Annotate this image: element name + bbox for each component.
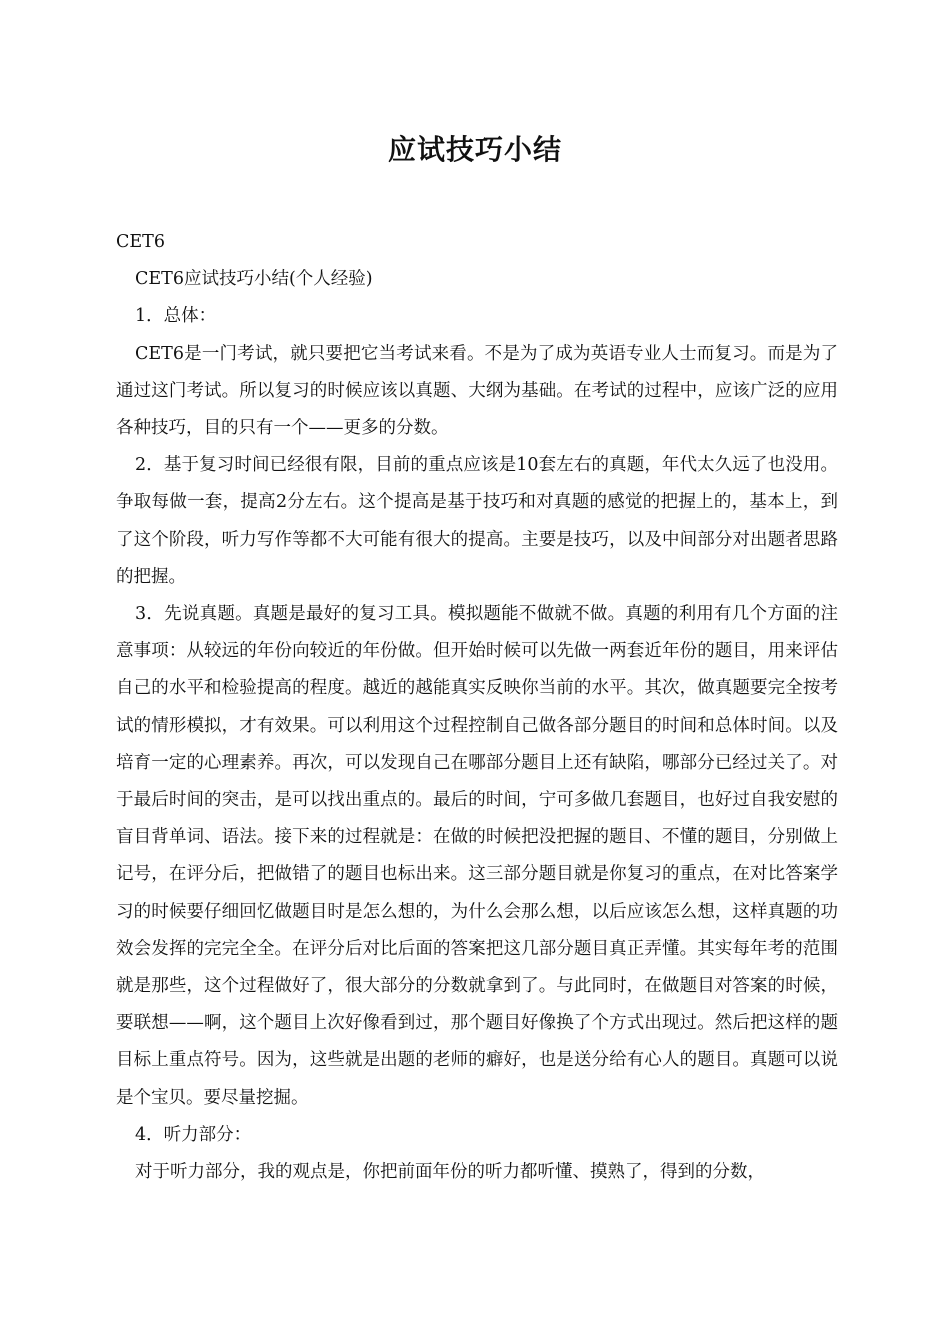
paragraph-section-1-heading: 1．总体： — [135, 306, 217, 327]
paragraph-section-4-body: 对于听力部分，我的观点是，你把前面年份的听力都听懂、摸熟了，得到的分数， — [135, 1162, 765, 1183]
paragraph-section-4-heading: 4．听力部分： — [135, 1124, 252, 1145]
paragraph-section-3: 3．先说真题。真题是最好的复习工具。模拟题能不做就不做。真题的利用有几个方面的注意事项：从较远的年份向较近的年份做。但开始时候可以先做一两套近年份的题目，用来评估自己的水平和检验提高的程度。越近的越能真实反映你当前的水平。其次，做真题要完全按考试的情形模拟，才有效果。可以利用这个过程控制自己做各部分题目的时间和总体时间。以及培育一定的心理素养。再次，可以发现自己在哪部分题目上还有缺陷，哪部分已经过关了。对于最后时间的突击，是可以找出重点的。最后的时间，宁可多做几套题目，也好过自我安慰的盲目背单词、语法。接下来的过程就是：在做的时候把没把握的题目、不懂的题目，分别做上记号，在评分后，把做错了的题目也标出来。这三部分题目就是你复习的重点，在对比答案学习的时候要仔细回忆做题目时是怎么想的，为什么会那么想，以后应该怎么想，这样真题的功效会发挥的完完全全。在评分后对比后面的答案把这几部分题目真正弄懂。其实每年考的范围就是那些，这个过程做好了，很大部分的分数就拿到了。与此同时，在做题目对答案的时候，要联想——啊，这个题目上次好像看到过，那个题目好像换了个方式出现过。然后把这样的题目标上重点符号。因为，这些就是出题的老师的癖好，也是送分给有心人的题目。真题可以说是个宝贝。要尽量挖掘。 — [116, 604, 838, 1108]
paragraph-section-2: 2．基于复习时间已经很有限，目前的重点应该是10套左右的真题，年代太久远了也没用。争取每做一套，提高2分左右。这个提高是基于技巧和对真题的感觉的把握上的，基本上，到了这个阶段，听力写作等都不大可能有很大的提高。主要是技巧，以及中间部分对出题者思路的把握。 — [116, 455, 838, 587]
paragraph-section-1-body: CET6是一门考试，就只要把它当考试来看。不是为了成为英语专业人士而复习。而是为了通过这门考试。所以复习的时候应该以真题、大纲为基础。在考试的过程中，应该广泛的应用各种技巧，目的只有一个——更多的分数。 — [116, 343, 838, 439]
document-body — [116, 224, 838, 1191]
document-title: 应试技巧小结 — [387, 133, 562, 166]
paragraph-subtitle: CET6应试技巧小结(个人经验) — [135, 269, 373, 290]
paragraph-cet6-heading: CET6 — [116, 232, 165, 252]
